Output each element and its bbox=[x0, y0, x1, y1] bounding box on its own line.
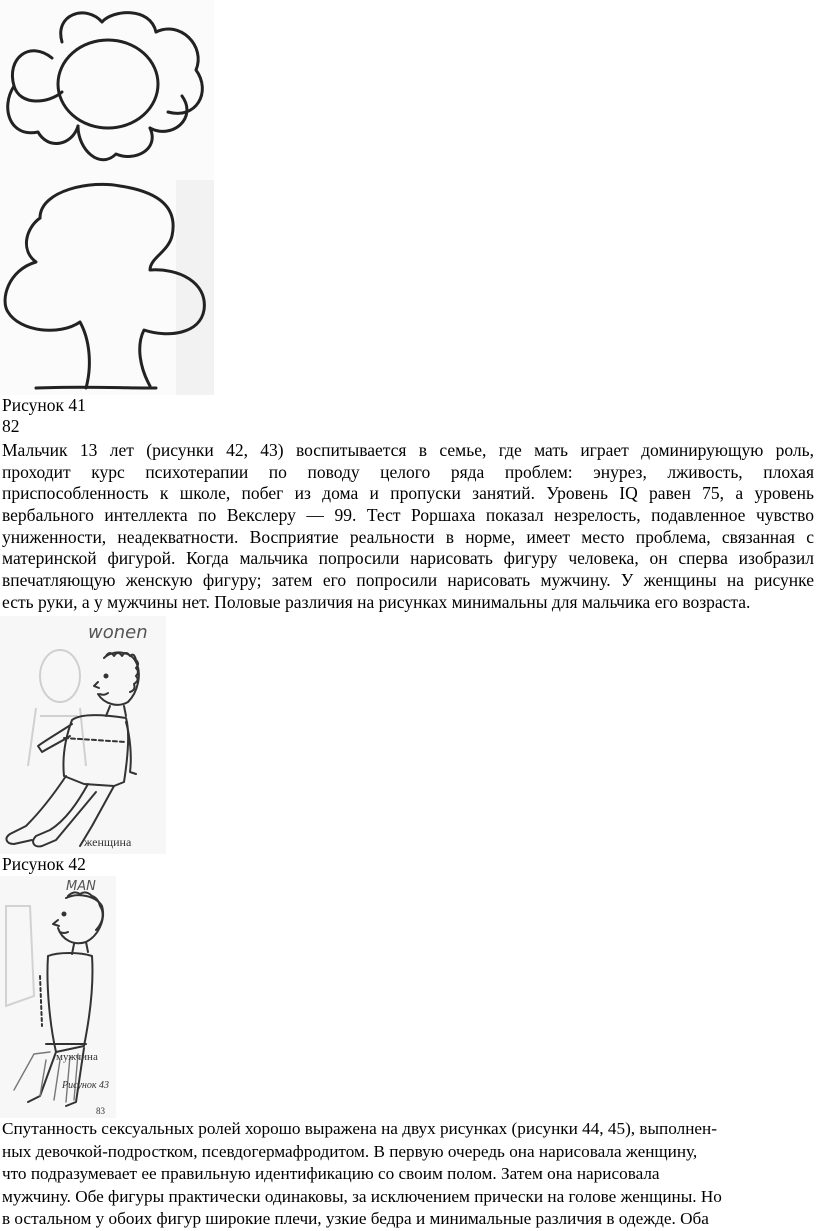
paragraph-1-line: проходит курс психотерапии по поводу целого ряда проблем: энурез, лживость, плохая bbox=[2, 461, 814, 482]
figure-43-printed-label: мужчина bbox=[56, 1051, 98, 1063]
paragraph-2-line: мужчину. Обе фигуры практически одинаковы, за исключением прически на голове женщины. Но bbox=[2, 1186, 722, 1206]
paragraph-2-line: в остальном у обоих фигур широкие плечи, узкие бедра и минимальные различия в одежде. Оба bbox=[2, 1209, 709, 1229]
figure-42-handwritten-label: wonen bbox=[88, 622, 148, 643]
paragraph-2-line: что подразумевает ее правильную идентификацию со своим полом. Затем она нарисовала bbox=[2, 1164, 660, 1184]
figure-42-printed-label: женщина bbox=[84, 835, 132, 849]
figure-42-drawing bbox=[0, 616, 166, 854]
figure-41-drawing bbox=[0, 0, 214, 395]
figure-43-drawing bbox=[0, 876, 116, 1118]
figure-41-caption: Рисунок 41 bbox=[2, 395, 86, 415]
paragraph-1-line: приспособленность к школе, побег из дома и пропуски занятий. Уровень IQ равен 75, а уровень bbox=[2, 483, 814, 504]
figure-43-scan-page-number: 83 bbox=[96, 1106, 105, 1116]
figure-42-caption: Рисунок 42 bbox=[2, 854, 86, 874]
paragraph-1-line: есть руки, а у мужчины нет. Половые различия на рисунках минимальны для мальчика его возраста. bbox=[2, 591, 751, 612]
paragraph-1-line: униженности, неадекватности. Восприятие реальности в норме, имеет место проблема, связанная с bbox=[2, 526, 814, 547]
paragraph-1-line: материнской фигурой. Когда мальчика попросили нарисовать фигуру человека, он сперва изобразил bbox=[2, 548, 814, 569]
paragraph-1-line: впечатляющую женскую фигуру; затем его попросили нарисовать мужчину. У женщины на рисунке bbox=[2, 570, 814, 591]
paragraph-1-line: Мальчик 13 лет (рисунки 42, 43) воспитывается в семье, где мать играет доминирующую роль, bbox=[2, 440, 814, 460]
paragraph-1 bbox=[2, 440, 814, 614]
figure-43-handwritten-label: MAN bbox=[66, 879, 96, 894]
paragraph-2 bbox=[2, 1118, 814, 1231]
figure-43-scan-caption: Рисунок 43 bbox=[62, 1080, 110, 1091]
page-number: 82 bbox=[2, 416, 20, 436]
paragraph-2-line: ных девочкой-подростком, псевдогермафродитом. В первую очередь она нарисовала женщину, bbox=[2, 1141, 698, 1161]
paragraph-2-line: Спутанность сексуальных ролей хорошо выражена на двух рисунках (рисунки 44, 45), выполнен- bbox=[2, 1119, 717, 1138]
paragraph-1-line: вербального интеллекта по Векслеру — 99. Тест Роршаха показал незрелость, подавленное чувство bbox=[2, 505, 814, 526]
